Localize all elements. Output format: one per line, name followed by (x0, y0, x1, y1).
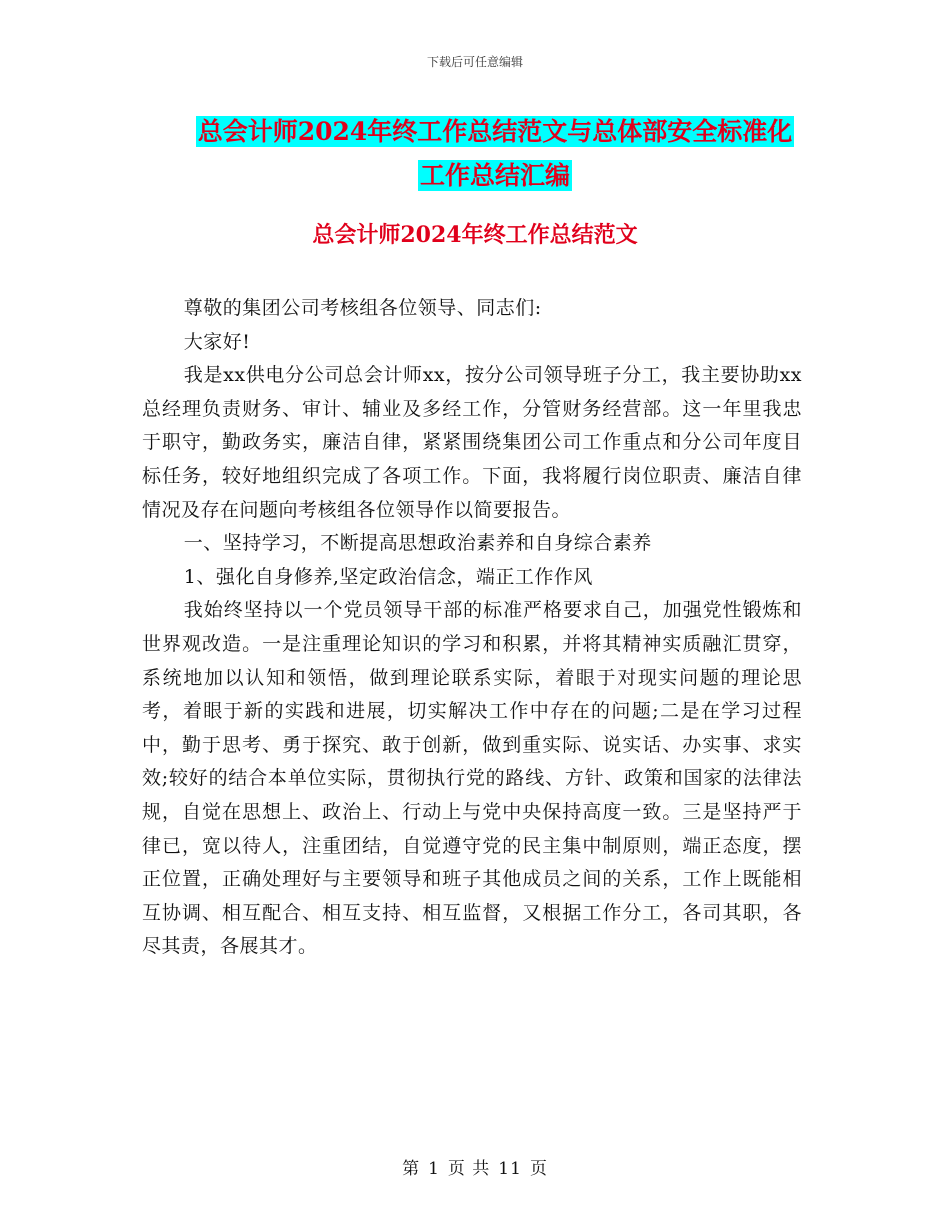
paragraph-intro: 我是xx供电分公司总会计师xx，按分公司领导班子分工，我主要协助xx总经理负责财务、审计、辅业及多经工作，分管财务经营部。这一年里我忠于职守，勤政务实，廉洁自律，紧紧围绕集团公司工作重点和分公司年度目标任务，较好地组织完成了各项工作。下面，我将履行岗位职责、廉洁自律情况及存在问题向考核组各位领导作以简要报告。 (142, 364, 802, 521)
section-title: 总会计师2024年终工作总结范文 (312, 222, 638, 248)
paragraph-subheading-1: 1、强化自身修养,坚定政治信念，端正工作作风 (183, 565, 593, 588)
footer-page-number: 1 (428, 1159, 440, 1179)
body-text (142, 292, 802, 964)
paragraph-greeting: 大家好! (183, 330, 251, 353)
footer-suffix: 页 (529, 1159, 548, 1179)
page-footer (0, 1154, 950, 1179)
footer-middle: 页 共 (447, 1159, 491, 1179)
paragraph-body-1: 我始终坚持以一个党员领导干部的标准严格要求自己，加强党性锻炼和世界观改造。一是注重理论知识的学习和积累，并将其精神实质融汇贯穿，系统地加以认知和领悟，做到理论联系实际，着眼于对现实问题的理论思考，着眼于新的实践和进展，切实解决工作中存在的问题;二是在学习过程中，勤于思考、勇于探究、敢于创新，做到重实际、说实话、办实事、求实效;较好的结合本单位实际，贯彻执行党的路线、方针、政策和国家的法律法规，自觉在思想上、政治上、行动上与党中央保持高度一致。三是坚持严于律已，宽以待人，注重团结，自觉遵守党的民主集中制原则，端正态度，摆正位置，正确处理好与主要领导和班子其他成员之间的关系，工作上既能相互协调、相互配合、相互支持、相互监督，又根据工作分工，各司其职，各尽其责，各展其才。 (142, 599, 802, 958)
main-title (140, 110, 850, 198)
paragraph-heading-1: 一、坚持学习，不断提高思想政治素养和自身综合素养 (183, 532, 652, 555)
footer-prefix: 第 (402, 1159, 421, 1179)
main-title-line2: 工作总结汇编 (419, 161, 570, 190)
footer-total-pages: 11 (498, 1159, 522, 1179)
paragraph-salutation: 尊敬的集团公司考核组各位领导、同志们: (183, 297, 542, 319)
header-note: 下载后可任意编辑 (426, 55, 523, 69)
main-title-line1: 总会计师2024年终工作总结范文与总体部安全标准化 (197, 117, 793, 146)
